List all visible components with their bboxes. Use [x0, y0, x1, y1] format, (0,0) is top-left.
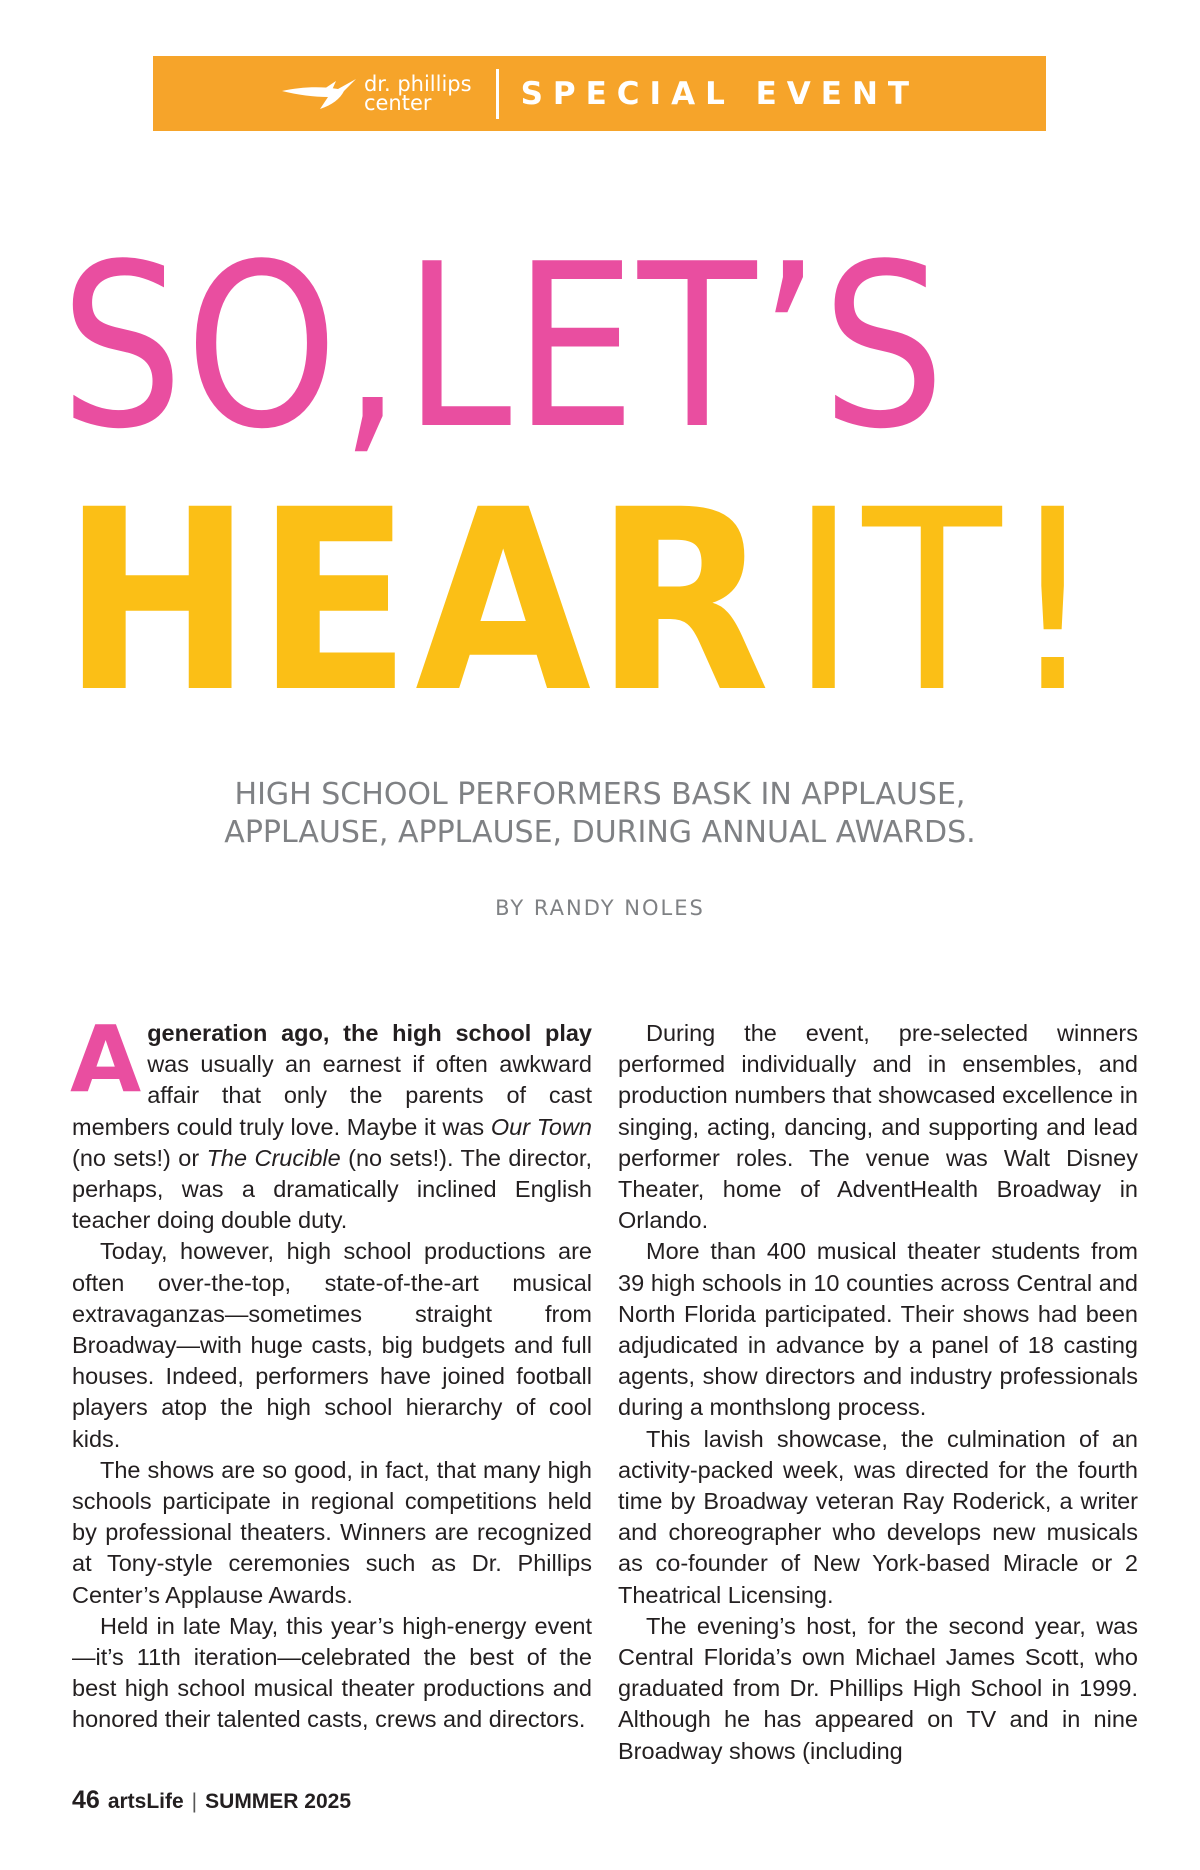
section-label: SPECIAL EVENT	[520, 75, 920, 112]
headline-line-2	[62, 456, 1104, 747]
headline-word-it: IT!	[790, 456, 1104, 747]
banner-divider	[496, 69, 499, 119]
page-number: 46	[72, 1786, 100, 1814]
article-paragraph: The evening’s host, for the second year, was Central Florida’s own Michael James Scott, who graduated from Dr. Phillips High School in 1999. Although he has appeared on TV and in nine Broadway shows (including	[618, 1612, 1138, 1764]
logo-line-1: dr. phillips	[363, 71, 472, 96]
article-paragraph	[70, 1006, 593, 1236]
logo-wordmark	[363, 71, 472, 115]
article-paragraph: Held in late May, this year’s high-energy event—it’s 11th iteration—celebrated the best of the best high school musical theater productions and honored their talented casts, crews and directors.	[72, 1612, 592, 1733]
article-paragraph: During the event, pre-selected winners performed individually and in ensembles, and production numbers that showcased excellence in singing, acting, dancing, and supporting and lead performer roles. The venue was Walt Disney Theater, home of AdventHealth Broadway in Orlando.	[618, 1020, 1138, 1234]
article-paragraph: The shows are so good, in fact, that many high schools participate in regional competitions held by professional theaters. Winners are recognized at Tony-style ceremonies such as Dr. Phillips Center’s Applause Awards.	[72, 1456, 592, 1608]
headline-line-1: SO,LET’S	[60, 216, 947, 479]
subheadline	[150, 776, 1050, 852]
article-column-right	[618, 1018, 1138, 1767]
article-paragraph: This lavish showcase, the culmination of an activity-packed week, was directed for the fourth time by Broadway veteran Ray Roderick, a writer and choreographer who develops new musicals as co-founder of New York-based Miracle or 2 Theatrical Licensing.	[618, 1425, 1138, 1608]
headline-word-hear: HEAR	[62, 456, 774, 747]
magazine-name: artsLife	[107, 1790, 184, 1813]
dr-phillips-logo	[280, 71, 472, 115]
page-footer	[72, 1786, 351, 1815]
article-column-left	[70, 1006, 593, 1736]
footer-separator: |	[191, 1790, 198, 1813]
paragraph-text: (no sets!). The director, perhaps, was a dramatically inclined English teacher doing double duty.	[72, 1144, 592, 1234]
drop-cap: A	[70, 1006, 142, 1113]
issue-label: SUMMER 2025	[205, 1790, 352, 1813]
paragraph-text: was usually an earnest if often awkward affair that only the parents of cast members could truly love. Maybe it was	[72, 1051, 592, 1140]
work-title: The Crucible	[206, 1144, 341, 1171]
article-paragraph: Today, however, high school productions are often over-the-top, state-of-the-art musical extravaganzas—sometimes straight from Broadway—with huge casts, big budgets and full houses. Indeed, performers have joined football players atop the high school hierarchy of cool kids.	[72, 1238, 592, 1452]
bird-icon	[280, 77, 358, 111]
article-paragraph: More than 400 musical theater students from 39 high schools in 10 counties across Central and North Florida participated. Their shows had been adjudicated in advance by a panel of 18 casting agents, show directors and industry professionals during a monthslong process.	[618, 1238, 1138, 1421]
lead-in: generation ago, the high school play	[147, 1020, 592, 1046]
special-event-banner	[153, 56, 1046, 131]
byline: BY RANDY NOLES	[495, 896, 705, 920]
subhead-line-1: HIGH SCHOOL PERFORMERS BASK IN APPLAUSE,	[234, 777, 966, 812]
work-title: Our Town	[490, 1113, 593, 1140]
subhead-line-2: APPLAUSE, APPLAUSE, DURING ANNUAL AWARDS.	[224, 815, 976, 850]
logo-line-2: center	[363, 90, 432, 115]
paragraph-text: (no sets!) or	[72, 1144, 207, 1171]
